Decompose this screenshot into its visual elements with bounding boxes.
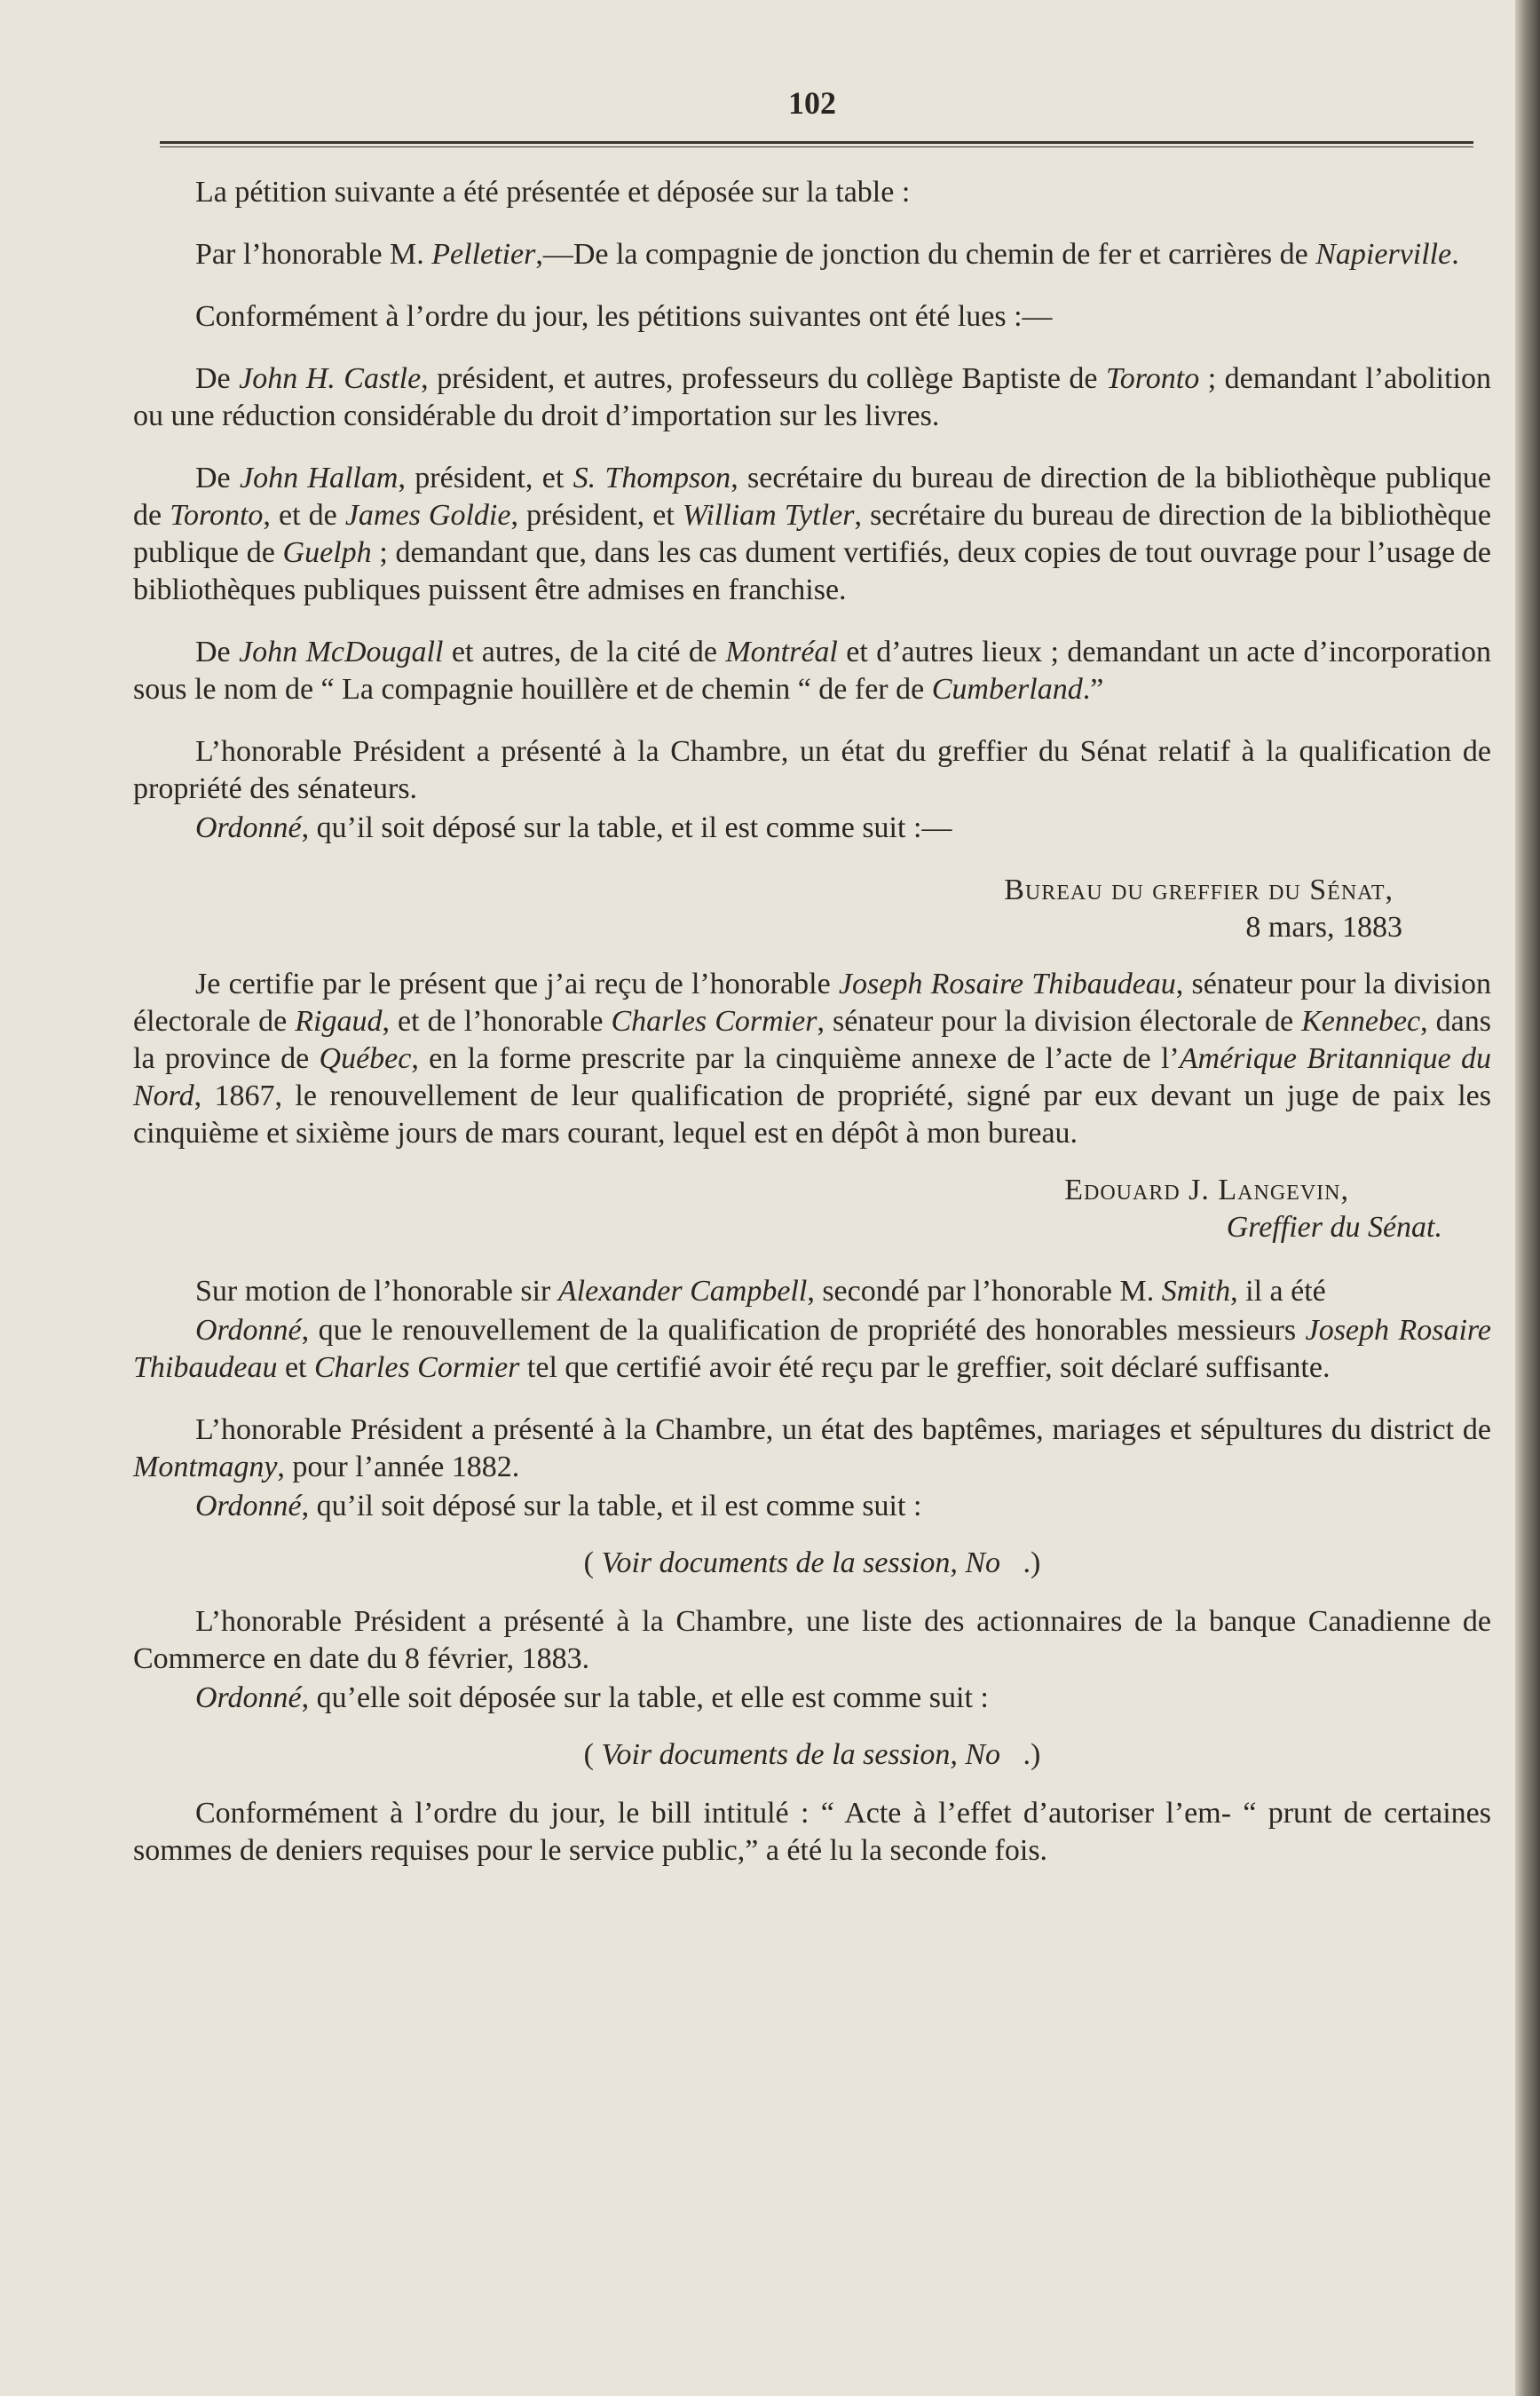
certificate-text: Je certifie par le présent que j’ai reçu de l’honorable Joseph Rosaire Thibaudeau, sénateur pour la division électorale de Rigaud, et de l’honorable Charles Cormier, sénateur pour la division électorale de Kennebec, dans la province de Québec, en la forme prescrite par la cinquième annexe de l’acte de l’Amérique Britannique du Nord, 1867, le renouvellement de leur qualification de propriété, signé par eux devant un juge de paix les cinquième et sixième jours de mars courant, lequel est en dépôt à mon bureau.: [133, 968, 1492, 1150]
ordered-deposit-1: Ordonné, qu’il soit déposé sur la table, et il est comme suit :—: [195, 811, 952, 844]
clerk-office-heading: Bureau du greffier du Sénat,: [1004, 874, 1394, 906]
montmagny-statement: L’honorable Président a présenté à la Chambre, un état des baptêmes, mariages et sépultures du district de Montmagny, pour l’année 1882.: [133, 1413, 1491, 1483]
petitions-read: Conformément à l’ordre du jour, les pétitions suivantes ont été lues :—: [195, 300, 1053, 333]
bill-second-reading: Conformément à l’ordre du jour, le bill intitulé : “ Acte à l’effet d’autoriser l’em- “ prunt de certaines sommes de deniers requises pour le service public,” a été lu la seconde fois.: [133, 1797, 1491, 1867]
journal-page: [133, 84, 1491, 1894]
senate-clerk-statement: L’honorable Président a présenté à la Chambre, un état du greffier du Sénat relatif à la qualification de propriété des sénateurs.: [133, 735, 1491, 805]
session-docs-ref-2: ( Voir documents de la session, No .): [583, 1738, 1041, 1771]
petition-castle: De John H. Castle, président, et autres, professeurs du collège Baptiste de Toronto ; demandant l’abolition ou une réduction considérable du droit d’importation sur les livres.: [133, 362, 1491, 432]
signature-name: Edouard J. Langevin,: [1064, 1174, 1349, 1206]
page-number: 102: [788, 85, 836, 121]
ordered-deposit-3: Ordonné, qu’elle soit déposée sur la table, et elle est comme suit :: [195, 1681, 989, 1714]
page-binding-edge: [1515, 0, 1540, 2396]
bank-shareholders-list: L’honorable Président a présenté à la Chambre, une liste des actionnaires de la banque Canadienne de Commerce en date du 8 février, 1883.: [133, 1605, 1491, 1675]
petition-hallam: De John Hallam, président, et S. Thompson, secrétaire du bureau de direction de la bibliothèque publique de Toronto, et de James Goldie, président, et William Tytler, secrétaire du bureau de direction de la bibliothèque publique de Guelph ; demandant que, dans les cas dument vertifiés, deux copies de tout ouvrage pour l’usage de bibliothèques publiques puissent être admises en franchise.: [133, 462, 1492, 606]
motion-campbell: Sur motion de l’honorable sir Alexander Campbell, secondé par l’honorable M. Smith, il a été: [195, 1275, 1326, 1308]
clerk-office-date: 8 mars, 1883: [1245, 911, 1402, 944]
session-docs-ref-1: ( Voir documents de la session, No .): [583, 1546, 1041, 1579]
petition-mcdougall: De John McDougall et autres, de la cité de Montréal et d’autres lieux ; demandant un acte d’incorporation sous le nom de “ La compagnie houillère et de chemin “ de fer de Cumberland.”: [133, 636, 1492, 706]
petition-presented: La pétition suivante a été présentée et déposée sur la table :: [195, 176, 911, 209]
ordered-deposit-2: Ordonné, qu’il soit déposé sur la table, et il est comme suit :: [195, 1490, 922, 1522]
ordered-qualification: Ordonné, que le renouvellement de la qualification de propriété des honorables messieurs Joseph Rosaire Thibaudeau et Charles Cormier tel que certifié avoir été reçu par le greffier, soit déclaré suffisante.: [133, 1314, 1491, 1384]
signature-title: Greffier du Sénat.: [1226, 1211, 1442, 1244]
header-rule: [160, 141, 1473, 147]
petition-pelletier: Par l’honorable M. Pelletier,—De la compagnie de jonction du chemin de fer et carrières de Napierville.: [195, 238, 1459, 271]
